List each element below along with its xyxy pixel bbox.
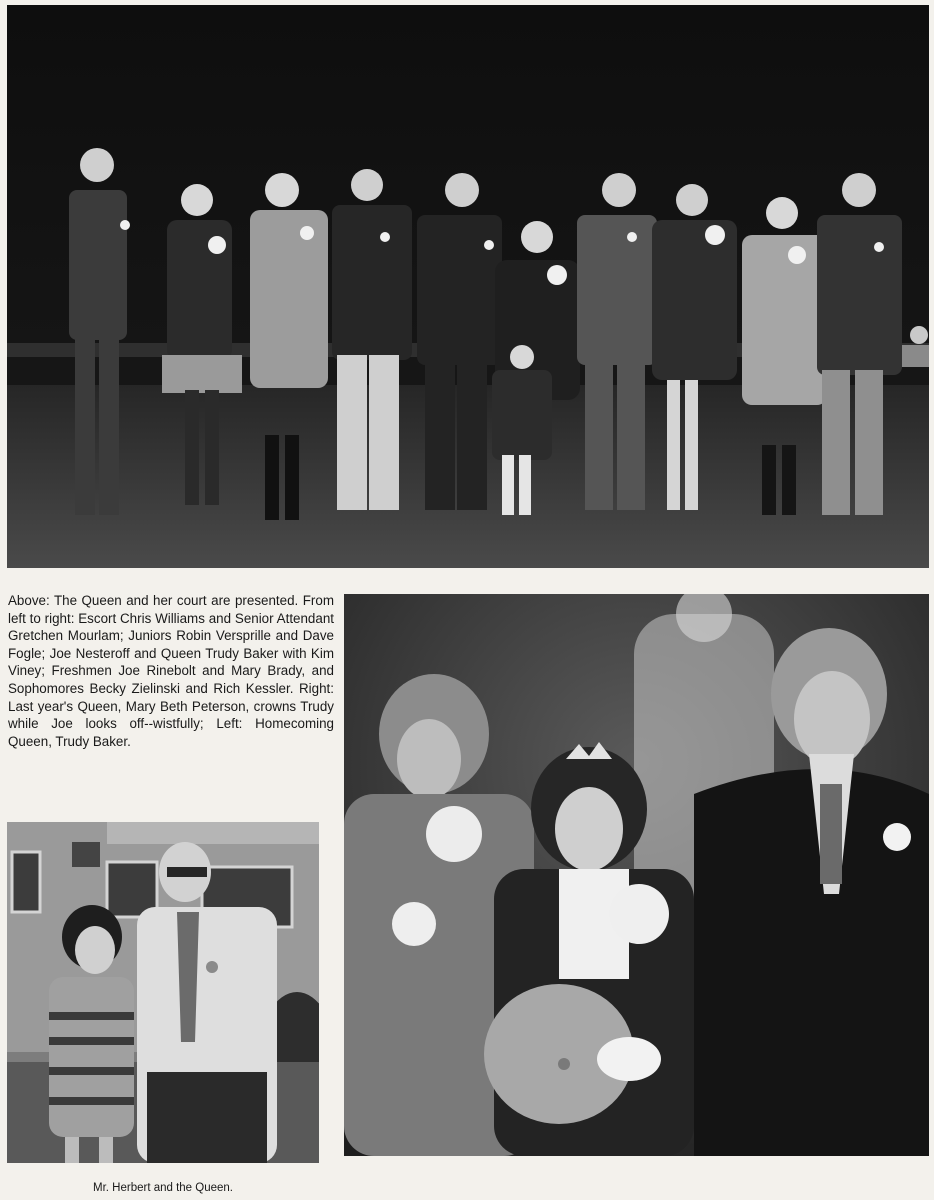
court-group-photo — [7, 5, 929, 568]
photo-caption-left: Mr. Herbert and the Queen. — [93, 1182, 233, 1194]
crowning-photo — [344, 594, 929, 1156]
photo-caption: Above: The Queen and her court are presented. From left to right: Escort Chris Williams and Senior Attendant Gretchen Mourlam; Juniors Robin Versprille and Dave Fogle; Joe Nesteroff and Queen Trudy Baker with Kim Viney; Freshmen Joe Rinebolt and Mary Brady, and Sophomores Becky Zielinski and Rich Kessler. Right: Last year's Queen, Mary Beth Peterson, crowns Trudy while Joe looks off--wistfully; Left: Homecoming Queen, Trudy Baker. — [8, 593, 334, 749]
herbert-queen-photo — [7, 822, 319, 1163]
